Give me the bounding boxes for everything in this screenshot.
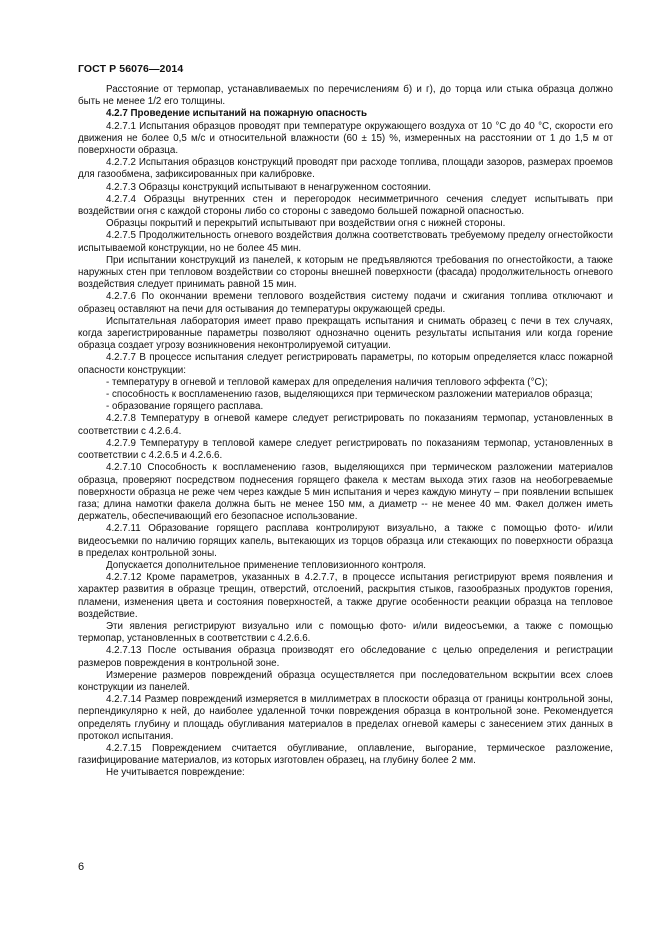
- paragraph: - образование горящего расплава.: [106, 401, 264, 413]
- paragraph: 4.2.7.12 Кроме параметров, указанных в 4.2.7.7, в процессе испытания регистрируют время появления и характер развития в образце трещин, отверстий, отслоений, раскрытия стыков, газообразных продуктов горения, пламени, изменения цвета и состояния поверхностей, а также другие особенности реакции образца на тепловое воздействие.: [78, 572, 613, 620]
- paragraph: Не учитывается повреждение:: [106, 767, 245, 779]
- paragraph: 4.2.7.15 Повреждением считается обугливание, оплавление, выгорание, термическое разложение, газифицирование материалов, из которых изготовлен образец, на глубину более 2 мм.: [78, 742, 613, 767]
- paragraph: 4.2.7.6 По окончании времени теплового воздействия систему подачи и сжигания топлива отключают и образец оставляют на печи для остывания до температуры окружающей среды.: [78, 291, 613, 315]
- paragraph: 4.2.7.10 Способность к воспламенению газов, выделяющихся при термическом разложении материалов образца, проверяют посредством поднесения горящего факела к местам выхода этих газов на необогреваемые поверхности образца не реже чем через каждые 5 мин испытания и через каждую минуту – при появлении вспышек газа; длина намотки факела должна быть не менее 150 мм, а диаметр -- не менее 40 мм. Факел должен иметь держатель, обеспечивающий его безопасное использование.: [78, 462, 613, 523]
- paragraph: 4.2.7.2 Испытания образцов конструкций проводят при расходе топлива, площади зазоров, размерах проемов для газообмена, зафиксированных при калибровке.: [78, 157, 613, 181]
- paragraph: Испытательная лаборатория имеет право прекращать испытания и снимать образец с печи в тех случаях, когда зарегистрированные параметры позволяют однозначно оценить результаты испытания или когда горение образца создает угрозу возникновения неконтролируемой ситуации.: [78, 315, 613, 352]
- paragraph: - способность к воспламенению газов, выделяющихся при термическом разложении материалов образца;: [106, 389, 593, 401]
- paragraph: 4.2.7.7 В процессе испытания следует регистрировать параметры, по которым определяется класс пожарной опасности конструкции:: [78, 352, 613, 376]
- paragraph: 4.2.7.4 Образцы внутренних стен и перегородок несимметричного сечения следует испытывать при воздействии огня с каждой стороны либо со стороны с заведомо большей пожарной опасностью.: [78, 193, 613, 218]
- paragraph: Измерение размеров повреждений образца осуществляется при последовательном вскрытии всех слоев конструкции из панелей.: [78, 669, 613, 693]
- paragraph: 4.2.7.8 Температуру в огневой камере следует регистрировать по показаниям термопар, установленных в соответствии с 4.2.6.4.: [78, 413, 613, 437]
- body-text: [78, 84, 613, 780]
- paragraph: 4.2.7.11 Образование горящего расплава контролируют визуально, а также с помощью фото- и/или видеосъемки по наличию горящих капель, вытекающих из торцов образца или стекающих по поверхности образца в пределах контрольной зоны.: [78, 523, 613, 559]
- paragraph: 4.2.7.14 Размер повреждений измеряется в миллиметрах в плоскости образца от границы контрольной зоны, перпендикулярно к ней, до наиболее удаленной точки повреждения образца в контрольной зоне. Рекомендуется определять глубину и площадь обугливания материалов в пределах огневой камеры с занесением этих данных в протокол испытания.: [78, 694, 613, 742]
- document-header: ГОСТ Р 56076—2014: [78, 63, 184, 75]
- paragraph: - температуру в огневой и тепловой камерах для определения наличия теплового эффекта (°С);: [106, 376, 548, 388]
- section-heading: 4.2.7 Проведение испытаний на пожарную опасность: [106, 108, 367, 120]
- paragraph: 4.2.7.5 Продолжительность огневого воздействия должна соответствовать требуемому пределу огнестойкости испытываемой конструкции, но не более 45 мин.: [78, 230, 613, 254]
- paragraph: Образцы покрытий и перекрытий испытывают при воздействии огня с нижней стороны.: [106, 218, 506, 230]
- paragraph: Допускается дополнительное применение тепловизионного контроля.: [106, 559, 426, 571]
- paragraph: Эти явления регистрируют визуально или с помощью фото- и/или видеосъемки, а также с помощью термопар, установленных в соответствии с 4.2.6.6.: [78, 620, 613, 645]
- paragraph: При испытании конструкций из панелей, к которым не предъявляются требования по огнестойкости, а также наружных стен при тепловом воздействии со стороны внешней поверхности (фасада) продолжительность огневого воздействия следует принимать равной 15 мин.: [78, 254, 613, 291]
- paragraph: 4.2.7.13 После остывания образца производят его обследование с целью определения и регистрации размеров повреждения в контрольной зоне.: [78, 645, 613, 669]
- paragraph: Расстояние от термопар, устанавливаемых по перечислениям б) и г), до торца или стыка образца должно быть не менее 1/2 его толщины.: [78, 84, 613, 108]
- page-number: 6: [78, 861, 85, 873]
- paragraph: 4.2.7.3 Образцы конструкций испытывают в ненагруженном состоянии.: [106, 181, 431, 193]
- paragraph: 4.2.7.1 Испытания образцов проводят при температуре окружающего воздуха от 10 °С до 40 °С, скорости его движения не более 0,5 м/с и относительной влажности (60 ± 15) %, измеренных на расстоянии от 1 до 1,5 м от поверхности образца.: [78, 120, 613, 157]
- paragraph: 4.2.7.9 Температуру в тепловой камере следует регистрировать по показаниям термопар, установленных в соответствии с 4.2.6.5 и 4.2.6.6.: [78, 437, 613, 462]
